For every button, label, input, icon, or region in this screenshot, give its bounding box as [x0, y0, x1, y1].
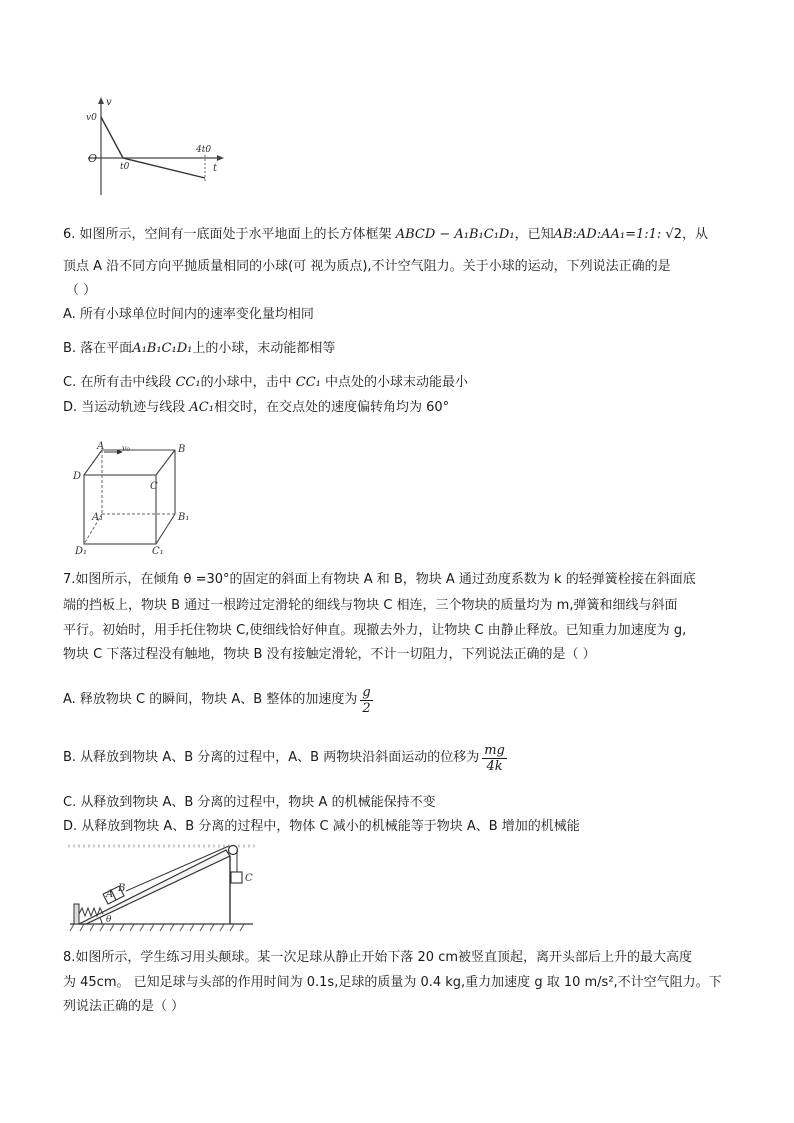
q6-option-b-plane: A₁B₁C₁D₁: [132, 341, 193, 356]
q7-option-a-denominator: 2: [362, 700, 371, 716]
q6-option-d-rest: 相交时，在交点处的速度偏转角均为 60°: [213, 400, 450, 415]
q6-option-c-segment: CC₁: [175, 375, 201, 390]
q6-option-c-segment-2: CC₁: [295, 375, 321, 390]
q6-option-d-text: D. 当运动轨迹与线段: [63, 400, 186, 415]
q7-option-b: [63, 741, 507, 775]
q7-option-b-numerator: mg: [484, 742, 505, 758]
q7-option-a-numerator: g: [362, 684, 371, 700]
q6-option-a: A. 所有小球单位时间内的速率变化量均相同: [63, 307, 314, 322]
cube-label-v0: v₀: [122, 444, 130, 453]
v0-tick-label: v0: [86, 113, 97, 123]
q7-option-a: [63, 683, 373, 717]
q6-option-b-text: B. 落在平面: [63, 341, 133, 356]
q6-stem-line-1: [63, 226, 708, 244]
cube-label-c: C: [150, 481, 158, 492]
q8-stem-line-3: 列说法正确的是（ ）: [63, 999, 185, 1014]
t0-tick-label: t0: [120, 162, 130, 172]
incline-figure: [68, 838, 258, 938]
q6-option-d-segment: AC₁: [189, 400, 214, 415]
origin-label: O: [88, 152, 98, 165]
q6-stem-text: 6. 如图所示，空间有一底面处于水平地面上的长方体框架: [63, 227, 392, 242]
q6-option-b-rest: 上的小球，末动能都相等: [192, 341, 336, 356]
cube-label-d1: D₁: [75, 546, 88, 557]
cube-label-a1: A₁: [92, 512, 104, 523]
vt-graph-figure: [80, 95, 230, 200]
q7-option-b-text: B. 从释放到物块 A、B 分离的过程中，A、B 两物块沿斜面运动的位移为: [63, 750, 480, 765]
4t0-tick-label: 4t0: [196, 145, 212, 155]
q6-stem-line-2: 顶点 A 沿不同方向平抛质量相同的小球(可 视为质点),不计空气阻力。关于小球的运动，下列说法正确的是: [63, 259, 671, 274]
q7-option-c: C. 从释放到物块 A、B 分离的过程中，物块 A 的机械能保持不变: [63, 795, 436, 810]
q8-stem-line-1: 8.如图所示，学生练习用头颠球。某一次足球从静止开始下落 20 cm被竖直顶起，离开头部后上升的最大高度: [63, 950, 693, 965]
q6-frame-name: ABCD − A₁B₁C₁D₁: [395, 227, 515, 242]
q7-option-d: D. 从释放到物块 A、B 分离的过程中，物体 C 减小的机械能等于物块 A、B 增加的机械能: [63, 819, 580, 834]
q6-option-c: [63, 374, 468, 392]
q7-option-b-fraction: [482, 743, 507, 774]
q6-ratio: AB:AD:AA₁=1:1:: [553, 227, 662, 242]
cube-label-b1: B₁: [178, 512, 190, 523]
cube-figure: [70, 440, 200, 560]
q6-option-c-text: C. 在所有击中线段: [63, 375, 172, 390]
q6-option-b: [63, 340, 335, 358]
q6-known-text: ，已知: [514, 227, 554, 242]
q7-option-a-fraction: [360, 685, 372, 716]
q7-option-b-denominator: 4k: [486, 758, 503, 774]
q6-answer-bracket: （ ）: [66, 283, 97, 298]
cube-label-d: D: [73, 471, 82, 482]
incline-label-c: C: [245, 873, 253, 884]
cube-label-c1: C₁: [152, 546, 164, 557]
incline-label-theta: θ: [106, 915, 112, 925]
q6-from-text: ，从: [681, 227, 708, 242]
q8-stem-line-2: 为 45cm。 已知足球与头部的作用时间为 0.1s,足球的质量为 0.4 kg,重力加速度 g 取 10 m/s²,不计空气阻力。下: [63, 975, 722, 990]
q6-option-c-rest: 中点处的小球末动能最小: [325, 375, 469, 390]
cube-label-b: B: [178, 444, 186, 455]
q6-option-c-mid: 的小球中，击中: [200, 375, 292, 390]
q7-stem-line-4: 物块 C 下落过程没有触地，物块 B 没有接触定滑轮，不计一切阻力，下列说法正确的是（ ）: [63, 647, 596, 662]
cube-label-a: A: [97, 441, 105, 452]
q7-stem-line-2: 端的挡板上，物块 B 通过一根跨过定滑轮的细线与物块 C 相连，三个物块的质量均为 m,弹簧和细线与斜面: [63, 598, 678, 613]
incline-label-a: A: [106, 889, 114, 900]
t-axis-label: t: [213, 163, 218, 174]
q6-option-d: [63, 399, 449, 417]
v-axis-label: v: [106, 97, 112, 108]
q7-option-a-text: A. 释放物块 C 的瞬间，物块 A、B 整体的加速度为: [63, 692, 358, 707]
q7-stem-line-3: 平行。初始时，用手托住物块 C,使细线恰好伸直。现撤去外力，让物块 C 由静止释放。已知重力加速度为 g,: [63, 623, 687, 638]
q6-sqrt2: √2: [665, 227, 682, 242]
q7-stem-line-1: 7.如图所示，在倾角 θ =30°的固定的斜面上有物块 A 和 B，物块 A 通过劲度系数为 k 的轻弹簧栓接在斜面底: [63, 572, 696, 587]
incline-label-b: B: [118, 883, 126, 894]
